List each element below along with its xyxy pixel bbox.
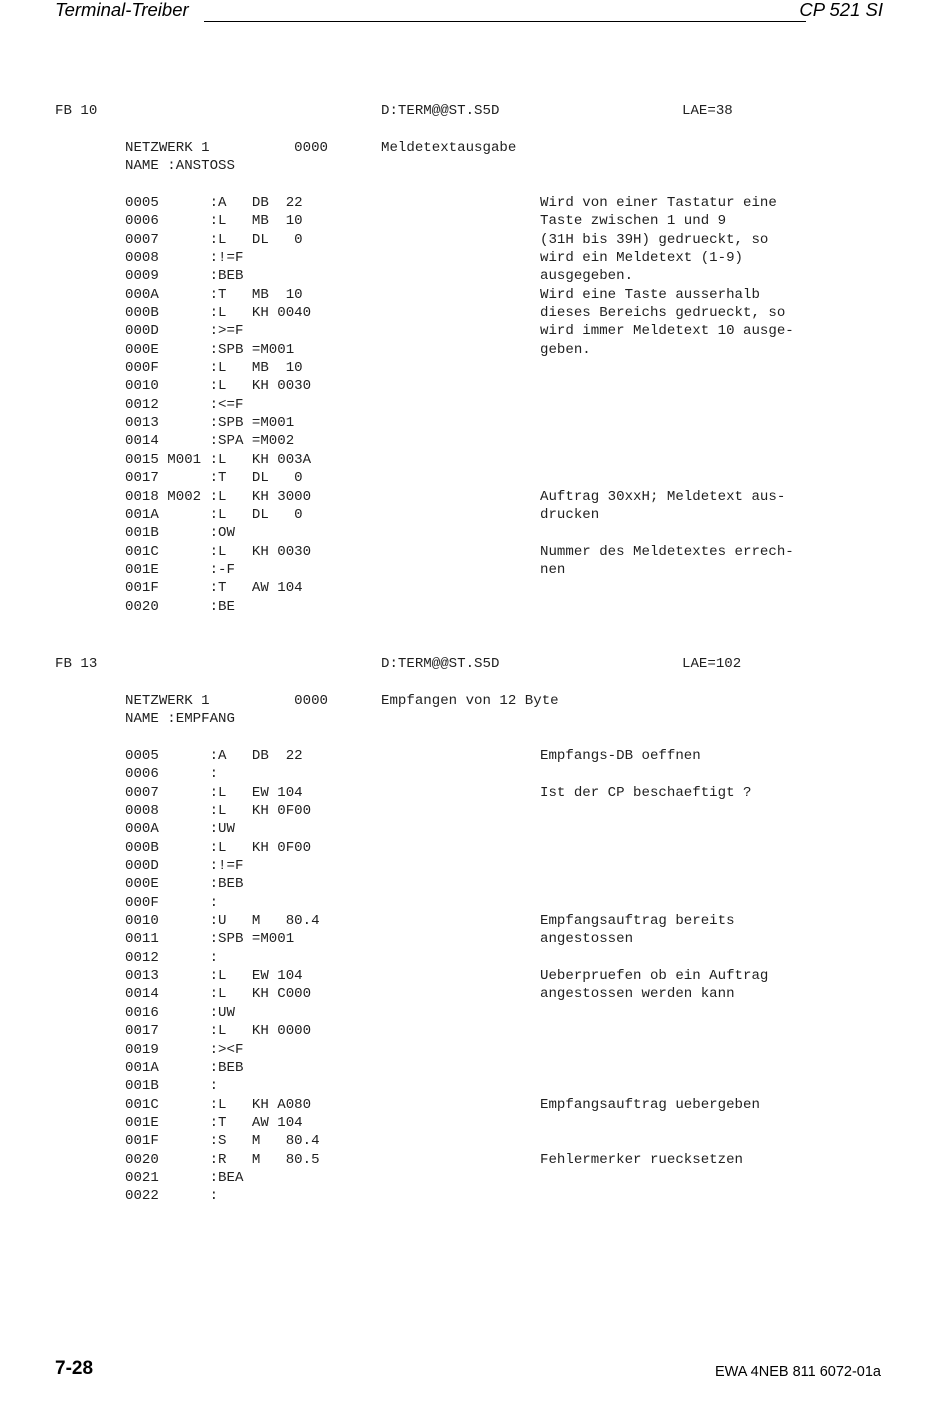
code-line: 0016 :UW bbox=[125, 1004, 235, 1021]
code-line: 000E :SPB =M001 bbox=[125, 341, 295, 358]
comment-spacer bbox=[540, 359, 794, 377]
comment-line: wird ein Meldetext (1-9) bbox=[540, 250, 743, 267]
code-line: 0008 :!=F bbox=[125, 250, 244, 267]
comment-spacer bbox=[540, 598, 794, 616]
fb13-netzwerk-title: Empfangen von 12 Byte bbox=[381, 693, 559, 709]
code-line: 001C :L KH 0030 bbox=[125, 543, 312, 560]
fb10-lae: LAE=38 bbox=[682, 103, 733, 119]
comment-spacer bbox=[540, 1041, 768, 1059]
fb10-netzwerk-title: Meldetextausgabe bbox=[381, 140, 517, 156]
code-line: 000B :L KH 0F00 bbox=[125, 839, 312, 856]
comment-line: Ist der CP beschaeftigt ? bbox=[540, 784, 752, 801]
comment-spacer bbox=[540, 839, 768, 857]
code-line: 0009 :BEB bbox=[125, 268, 244, 285]
code-line: 0010 :L KH 0030 bbox=[125, 378, 312, 395]
fb10-label: FB 10 bbox=[55, 103, 98, 119]
fb13-code-listing bbox=[125, 747, 320, 1206]
comment-spacer bbox=[540, 414, 794, 432]
comment-line: ausgegeben. bbox=[540, 268, 634, 285]
comment-spacer bbox=[540, 1004, 768, 1022]
code-line: 001A :L DL 0 bbox=[125, 506, 303, 523]
code-line: 0007 :L DL 0 bbox=[125, 231, 303, 248]
code-line: 0012 : bbox=[125, 949, 219, 966]
comment-line: Empfangs-DB oeffnen bbox=[540, 748, 701, 764]
comment-line: Empfangsauftrag uebergeben bbox=[540, 1096, 760, 1113]
code-line: 001B : bbox=[125, 1078, 219, 1095]
comment-spacer bbox=[540, 1059, 768, 1077]
comment-line: angestossen werden kann bbox=[540, 986, 735, 1003]
header-rule bbox=[204, 21, 806, 22]
code-line: 0005 :A DB 22 bbox=[125, 195, 303, 211]
comment-line: Empfangsauftrag bereits bbox=[540, 913, 735, 930]
comment-spacer bbox=[540, 396, 794, 414]
comment-spacer bbox=[540, 451, 794, 469]
code-line: 0015 M001 :L KH 003A bbox=[125, 451, 312, 468]
comment-line: angestossen bbox=[540, 931, 634, 948]
code-line: 0013 :SPB =M001 bbox=[125, 415, 295, 432]
code-line: 000D :!=F bbox=[125, 858, 244, 875]
code-line: 0014 :L KH C000 bbox=[125, 986, 312, 1003]
header-title: Terminal-Treiber bbox=[55, 0, 189, 20]
comment-spacer bbox=[540, 1114, 768, 1132]
comment-spacer bbox=[540, 1132, 768, 1150]
comment-spacer bbox=[540, 875, 768, 893]
code-line: 001B :OW bbox=[125, 525, 235, 542]
comment-spacer bbox=[540, 579, 794, 597]
code-line: 000A :T MB 10 bbox=[125, 286, 303, 303]
header-product: CP 521 SI bbox=[799, 0, 883, 20]
document-id: EWA 4NEB 811 6072-01a bbox=[714, 1364, 881, 1380]
code-line: 001F :S M 80.4 bbox=[125, 1133, 320, 1150]
code-line: 0013 :L EW 104 bbox=[125, 968, 303, 985]
fb13-comments bbox=[540, 747, 768, 1206]
code-line: 0006 :L MB 10 bbox=[125, 213, 303, 230]
code-line: 0010 :U M 80.4 bbox=[125, 913, 320, 930]
code-line: 0008 :L KH 0F00 bbox=[125, 803, 312, 820]
comment-spacer bbox=[540, 1022, 768, 1040]
code-line: 001E :T AW 104 bbox=[125, 1114, 303, 1131]
code-line: 000E :BEB bbox=[125, 876, 244, 893]
comment-line: Wird von einer Tastatur eine bbox=[540, 195, 777, 211]
comment-spacer bbox=[540, 857, 768, 875]
fb10-netzwerk: NETZWERK 1 0000 bbox=[125, 140, 328, 156]
comment-spacer bbox=[540, 1169, 768, 1187]
code-line: 0006 : bbox=[125, 766, 219, 783]
fb13-label: FB 13 bbox=[55, 656, 98, 672]
code-line: 0005 :A DB 22 bbox=[125, 748, 303, 764]
code-line: 0017 :T DL 0 bbox=[125, 470, 303, 487]
comment-line: dieses Bereichs gedrueckt, so bbox=[540, 305, 786, 322]
code-line: 001A :BEB bbox=[125, 1059, 244, 1076]
code-line: 0020 :R M 80.5 bbox=[125, 1151, 320, 1168]
comment-spacer bbox=[540, 949, 768, 967]
fb10-code-listing bbox=[125, 194, 311, 616]
comment-spacer bbox=[540, 765, 768, 783]
comment-spacer bbox=[540, 1187, 768, 1205]
code-line: 0014 :SPA =M002 bbox=[125, 433, 295, 450]
fb10-comments bbox=[540, 194, 794, 616]
comment-spacer bbox=[540, 802, 768, 820]
code-line: 0012 :<=F bbox=[125, 396, 244, 413]
code-line: 000B :L KH 0040 bbox=[125, 305, 312, 322]
page-number: 7-28 bbox=[55, 1358, 94, 1379]
code-line: 000D :>=F bbox=[125, 323, 244, 340]
comment-line: nen bbox=[540, 561, 566, 578]
code-line: 0019 :><F bbox=[125, 1041, 244, 1058]
comment-line: wird immer Meldetext 10 ausge- bbox=[540, 323, 794, 340]
code-line: 0017 :L KH 0000 bbox=[125, 1023, 312, 1040]
comment-line: Auftrag 30xxH; Meldetext aus- bbox=[540, 488, 786, 505]
comment-line: drucken bbox=[540, 506, 600, 523]
code-line: 001C :L KH A080 bbox=[125, 1096, 312, 1113]
code-line: 0007 :L EW 104 bbox=[125, 784, 303, 801]
comment-spacer bbox=[540, 469, 794, 487]
code-line: 001F :T AW 104 bbox=[125, 580, 303, 597]
fb13-netzwerk: NETZWERK 1 0000 bbox=[125, 693, 328, 709]
code-line: 000F :L MB 10 bbox=[125, 360, 303, 377]
comment-spacer bbox=[540, 1077, 768, 1095]
comment-spacer bbox=[540, 894, 768, 912]
comment-spacer bbox=[540, 377, 794, 395]
fb13-name: NAME :EMPFANG bbox=[125, 711, 235, 727]
fb13-file: D:TERM@@ST.S5D bbox=[381, 656, 500, 672]
comment-spacer bbox=[540, 820, 768, 838]
code-line: 000F : bbox=[125, 894, 219, 911]
fb10-file: D:TERM@@ST.S5D bbox=[381, 103, 500, 119]
code-line: 001E :-F bbox=[125, 561, 235, 578]
code-line: 0022 : bbox=[125, 1188, 219, 1205]
fb10-name: NAME :ANSTOSS bbox=[125, 158, 235, 174]
code-line: 000A :UW bbox=[125, 821, 235, 838]
code-line: 0021 :BEA bbox=[125, 1169, 244, 1186]
code-line: 0018 M002 :L KH 3000 bbox=[125, 488, 312, 505]
comment-line: Taste zwischen 1 und 9 bbox=[540, 213, 727, 230]
comment-line: Wird eine Taste ausserhalb bbox=[540, 286, 760, 303]
comment-spacer bbox=[540, 432, 794, 450]
code-line: 0020 :BE bbox=[125, 598, 235, 615]
comment-spacer bbox=[540, 524, 794, 542]
comment-line: geben. bbox=[540, 341, 591, 358]
fb13-lae: LAE=102 bbox=[682, 656, 742, 672]
comment-line: (31H bis 39H) gedrueckt, so bbox=[540, 231, 769, 248]
comment-line: Ueberpruefen ob ein Auftrag bbox=[540, 968, 769, 985]
code-line: 0011 :SPB =M001 bbox=[125, 931, 295, 948]
comment-line: Nummer des Meldetextes errech- bbox=[540, 543, 794, 560]
comment-line: Fehlermerker ruecksetzen bbox=[540, 1151, 743, 1168]
